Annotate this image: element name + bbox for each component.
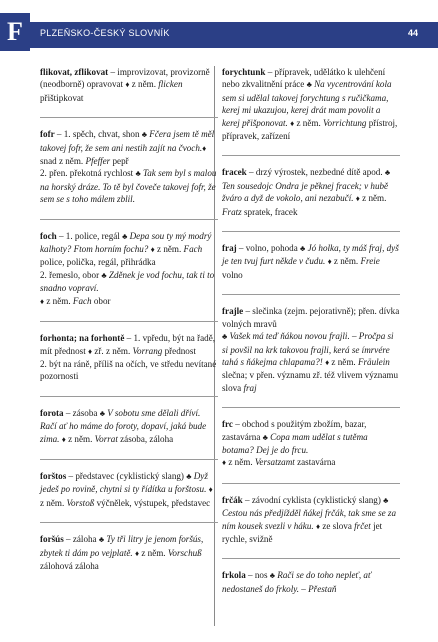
definition-text: z něm. <box>331 256 361 267</box>
italic-text: Dyž jedeš po rovině, chytni si ty řídítka u forštosu. <box>40 470 208 495</box>
definition-text: 2. přen. překotná rychlost <box>40 168 136 179</box>
section-letter: F <box>0 13 30 51</box>
definition-text: obor <box>91 295 111 306</box>
italic-text: Freie <box>360 256 380 267</box>
italic-text: V sobotu sme dělali dříví. Račí ať ho máme do foroty, dopaví, jaká bude zima. <box>40 407 207 444</box>
definition-text: 2. být na ráně, příliš na očích, ve středu nevítané pozornosti <box>40 358 217 382</box>
diamond-symbol-icon: ♦ <box>88 346 93 356</box>
headword: forota <box>40 407 64 418</box>
italic-text: Vorrang <box>132 345 163 356</box>
diamond-symbol-icon: ♦ <box>208 485 213 495</box>
definition-text: z něm. <box>44 295 73 306</box>
diamond-symbol-icon: ♦ <box>134 548 140 558</box>
entry-separator <box>40 396 218 397</box>
headword: frajle <box>222 306 244 317</box>
entry-separator <box>40 522 218 523</box>
definition-text: z něm. <box>226 457 255 468</box>
definition-text: ze slova <box>320 520 355 531</box>
definition-text: – 1. police, regál <box>56 230 123 241</box>
definition-text: z něm. <box>139 547 168 558</box>
definition-text: jet rychle, svižně <box>222 520 383 544</box>
club-symbol-icon: ♣ <box>186 471 192 481</box>
definition-text: – volno, pohoda <box>236 243 301 254</box>
italic-text: Vašek má teď ňákou novou frajli. – Pročpa si si povšil na krk takovou frajli, kerá se ímrvére tahá s ňákejma chlapama?! <box>222 331 394 367</box>
headword: frc <box>222 419 233 430</box>
dictionary-entry <box>222 242 400 281</box>
dictionary-entry <box>222 494 400 546</box>
definition-text: – obchod s použitým zbožím, bazar, zastavárna <box>222 419 367 442</box>
headword: foršús <box>40 534 64 545</box>
definition-text: – přípravek, udělátko k ulehčení nebo zkvalitnění práce <box>222 67 386 90</box>
dictionary-entry <box>40 470 218 509</box>
definition-text: zř. z něm. <box>92 345 133 356</box>
entry-separator <box>222 231 400 232</box>
headword: fraj <box>222 243 237 254</box>
italic-text: Versatzamt <box>254 457 295 468</box>
headword: foch <box>40 230 57 241</box>
entry-separator <box>222 407 400 408</box>
definition-text: zálohová záloha <box>40 560 99 571</box>
entry-separator <box>40 459 218 460</box>
dictionary-entry <box>222 569 400 595</box>
italic-text: Fach <box>72 295 92 306</box>
headword: flikovat, zflikovat <box>40 67 109 77</box>
italic-text: Fratz <box>222 206 242 217</box>
dictionary-entry <box>40 533 218 572</box>
entry-separator <box>222 155 400 156</box>
italic-text: Copa mam udělat s tutěma botama? Dej je do frcu. <box>222 431 368 455</box>
club-symbol-icon: ♣ <box>101 270 107 280</box>
italic-text: Vorschuß <box>167 547 202 558</box>
dictionary-entry <box>40 230 218 308</box>
italic-text: Fčera jsem tě měl takovej fofr, že sem ani nestih zajít na čvoch. <box>40 129 215 153</box>
italic-text: Depa sou ty mý modrý kalhoty? Ftom horním fochu? <box>40 230 212 255</box>
club-symbol-icon: ♣ <box>141 130 148 140</box>
definition-text: z něm. <box>359 193 387 204</box>
running-title: PLZEŇSKO-ČESKÝ SLOVNÍK <box>40 28 170 38</box>
right-column <box>222 66 400 608</box>
club-symbol-icon: ♣ <box>98 535 105 545</box>
entry-separator <box>222 558 400 559</box>
definition-text: – představec (cyklistický slang) <box>66 470 187 481</box>
dictionary-entry <box>222 418 400 470</box>
club-symbol-icon: ♣ <box>122 231 128 241</box>
club-symbol-icon: ♣ <box>383 495 389 505</box>
italic-text: Fach <box>183 244 203 255</box>
definition-text: zastavárna <box>294 457 336 468</box>
dictionary-entry <box>40 407 218 446</box>
diamond-symbol-icon: ♦ <box>202 143 207 153</box>
definition-text: z něm. <box>129 79 159 90</box>
club-symbol-icon: ♣ <box>384 168 391 178</box>
diamond-symbol-icon: ♦ <box>150 245 155 255</box>
diamond-symbol-icon: ♦ <box>327 257 332 267</box>
definition-text: – záloha <box>63 534 99 545</box>
definition-text: z něm. <box>294 117 324 128</box>
definition-text: – zásoba <box>63 407 100 418</box>
italic-text: fraj <box>243 382 257 393</box>
definition-text: pepř <box>110 156 129 167</box>
italic-text: Na vycentrování kola sem si udělal takovej forychtung s ručičkama, kerej mi ukazujou, kerej drát mam povolit a kerej přišponovat. <box>222 79 392 128</box>
headword: fofr <box>40 129 55 140</box>
definition-text: – improvizovat, provizorně (neodborně) opravovat <box>40 67 210 90</box>
entry-separator <box>222 483 400 484</box>
club-symbol-icon: ♣ <box>306 80 312 90</box>
definition-text: přednost <box>162 345 196 356</box>
italic-text: Pfeffer <box>85 156 111 167</box>
definition-text: přístroj, přípravek, zařízení <box>222 117 398 142</box>
definition-text: volno <box>222 269 243 280</box>
dictionary-entry <box>222 66 400 142</box>
italic-text: Jó holka, ty máš fraj, dyš je ten tvuj furt někde v čudu. <box>222 243 399 267</box>
definition-text: – 1. vpředu, být na řadě, mít přednost <box>40 333 216 356</box>
club-symbol-icon: ♣ <box>269 571 275 581</box>
diamond-symbol-icon: ♦ <box>125 80 130 90</box>
diamond-symbol-icon: ♦ <box>61 434 66 444</box>
italic-text: Tak sem byl s malou na horský dráze. To tě byl čoveče takovej fofr, že sem se s toho málem zblil. <box>40 168 217 205</box>
page-header-bar <box>0 22 438 48</box>
italic-text: Ty tři litry je jenom foršús, zbytek ti dám po vejplatě. <box>40 534 204 558</box>
definition-text: z něm. <box>40 497 67 508</box>
dictionary-entry <box>222 166 400 218</box>
italic-text: Vorrat <box>94 433 118 444</box>
club-symbol-icon: ♣ <box>262 432 268 442</box>
entry-separator <box>40 219 218 220</box>
definition-text: – 1. spěch, chvat, shon <box>54 129 142 140</box>
headword: forštos <box>40 470 67 481</box>
page-number: 44 <box>407 28 418 38</box>
diamond-symbol-icon: ♦ <box>222 458 227 468</box>
diamond-symbol-icon: ♦ <box>40 296 45 306</box>
definition-text: – závodní cyklista (cyklistický slang) <box>242 494 384 505</box>
italic-text: Ten sousedojc Ondra je pěknej fracek; v hubě žváro a dyž de vokolo, ani nezabučí. <box>222 180 389 204</box>
definition-text: – nos <box>245 570 270 581</box>
club-symbol-icon: ♣ <box>99 408 105 418</box>
italic-text: Vorrichtung <box>323 117 367 128</box>
dictionary-entry <box>222 305 400 394</box>
definition-text: přištipkovat <box>40 92 84 103</box>
italic-text: Vorstoß <box>66 497 95 508</box>
italic-text: frčet <box>354 520 371 531</box>
headword: frkola <box>222 570 246 581</box>
italic-text: Rači se do toho nepleť, ať nedostaneš do frkoly. – Přestaň <box>222 570 372 594</box>
italic-text: Zděnek je vod fochu, tak ti to snadno vopraví. <box>40 269 215 294</box>
definition-text: výčnělek, výstupek, představec <box>94 497 211 508</box>
definition-text: z něm. <box>329 356 358 367</box>
italic-text: Cestou nás předjížděl ňákej frčák, tak sme se za ním kousek svezli v háku. <box>222 508 397 531</box>
left-column <box>40 66 218 585</box>
definition-text: – slečinka (zejm. pejorativně); přen. dívka volných mravů <box>222 306 400 329</box>
entry-separator <box>40 117 218 118</box>
italic-text: Fräulein <box>357 356 390 367</box>
headword: forhonta; na forhontě <box>40 333 125 344</box>
definition-text: z něm. <box>154 244 184 255</box>
diamond-symbol-icon: ♦ <box>325 357 330 367</box>
dictionary-entry <box>40 332 218 383</box>
diamond-symbol-icon: ♦ <box>290 118 295 128</box>
entry-separator <box>40 321 218 322</box>
entry-separator <box>222 294 400 295</box>
dictionary-entry <box>40 128 218 205</box>
club-symbol-icon: ♣ <box>300 244 306 254</box>
headword: frčák <box>222 494 243 505</box>
definition-text: z něm. <box>65 433 95 444</box>
italic-text: flicken <box>158 79 183 90</box>
club-symbol-icon: ♣ <box>135 169 141 179</box>
headword: fracek <box>222 167 247 178</box>
definition-text: police, polička, regál, přihrádka <box>40 257 156 268</box>
diamond-symbol-icon: ♦ <box>355 194 360 204</box>
headword: forychtunk <box>222 67 266 77</box>
definition-text: – drzý výrostek, nezbedné dítě apod. <box>246 167 385 178</box>
club-symbol-icon: ♣ <box>222 332 228 342</box>
diamond-symbol-icon: ♦ <box>315 521 321 531</box>
definition-text: slečna; v přen. významu zř. též vlivem významu slova <box>222 370 399 393</box>
dictionary-entry <box>40 66 218 104</box>
definition-text: 2. řemeslo, obor <box>40 269 102 280</box>
definition-text: spratek, fracek <box>241 206 298 217</box>
definition-text: snad z něm. <box>40 156 86 167</box>
definition-text: zásoba, záloha <box>117 433 174 444</box>
